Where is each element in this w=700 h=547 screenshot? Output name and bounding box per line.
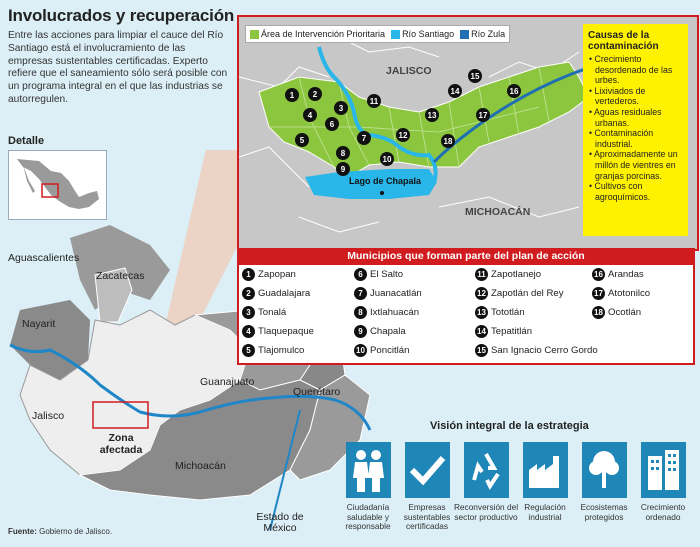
list-item: 3 Tonalá [242, 306, 286, 319]
buildings-icon [641, 442, 686, 498]
source-note: Fuente: Gobierno de Jalisco. [8, 527, 113, 536]
map-pin-9: 9 [336, 162, 350, 176]
label-michoacan: Michoacán [175, 460, 226, 472]
map-pin-11: 11 [367, 94, 381, 108]
municipios-list [237, 248, 695, 365]
list-item: 2 Guadalajara [242, 287, 310, 300]
list-item: 15 San Ignacio Cerro Gordo [475, 344, 598, 357]
legend-item-rio-santiago: Río Santiago [391, 29, 454, 39]
list-item: 17 Atotonilco [592, 287, 650, 300]
cause-item: • Contaminación industrial. [589, 128, 654, 149]
cause-item: • Crecimiento desordenado de las urbes. [589, 54, 673, 86]
map-pin-10: 10 [380, 152, 394, 166]
chapala-dot [380, 191, 384, 195]
map-pin-18: 18 [441, 134, 455, 148]
map-pin-12: 12 [396, 128, 410, 142]
list-item: 12 Zapotlán del Rey [475, 287, 564, 300]
label-queretaro: Querétaro [293, 386, 341, 398]
map-label-michoacan: MICHOACÁN [465, 206, 531, 218]
map-label-jalisco: JALISCO [386, 65, 432, 77]
map-pin-15: 15 [468, 69, 482, 83]
cause-item: • Aguas residuales urbanas. [589, 106, 662, 128]
map-pin-1: 1 [285, 88, 299, 102]
factory-icon [523, 442, 568, 498]
list-item: 6 El Salto [354, 268, 403, 281]
map-pin-17: 17 [476, 108, 490, 122]
label-estado-de-mexico: Estado de México [256, 511, 304, 534]
checkmark-icon [405, 442, 450, 498]
map-pin-4: 4 [303, 108, 317, 122]
cause-item: • Cultivos con agroquímicos. [589, 181, 651, 202]
vision-label: Ecosistemas protegidos [580, 502, 628, 522]
vision-label: Reconversión del sector productivo [453, 502, 519, 522]
list-item: 13 Tototlán [475, 306, 525, 319]
list-item: 18 Ocotlán [592, 306, 641, 319]
map-pin-5: 5 [295, 133, 309, 147]
legend-item-rio-zula: Río Zula [460, 29, 505, 39]
list-item: 7 Juanacatlán [354, 287, 422, 300]
vision-label: Empresas sustentables certificadas [403, 502, 451, 532]
label-nayarit: Nayarit [22, 318, 56, 330]
label-jalisco: Jalisco [32, 410, 65, 422]
map-label-lago-chapala: Lago de Chapala [349, 176, 422, 186]
vision-label: Crecimiento ordenado [640, 502, 686, 522]
causes-box [583, 24, 688, 236]
list-item: 5 Tlajomulco [242, 344, 304, 357]
list-item: 9 Chapala [354, 325, 406, 338]
map-pin-16: 16 [507, 84, 521, 98]
vision-title: Visión integral de la estrategia [430, 420, 589, 432]
recycle-icon [464, 442, 509, 498]
cause-item: • Aproximadamente un millón de vientres en granjas porcinas. [589, 149, 678, 181]
list-item: 1 Zapopan [242, 268, 296, 281]
map-pin-8: 8 [336, 146, 350, 160]
list-item: 4 Tlaquepaque [242, 325, 314, 338]
vision-label: Ciudadanía saludable y responsable [345, 502, 391, 532]
map-legend [245, 25, 510, 43]
label-aguascalientes: Aguascalientes [8, 252, 80, 264]
list-item: 8 Ixtlahuacán [354, 306, 419, 319]
list-item: 16 Arandas [592, 268, 644, 281]
list-item: 14 Tepatitlán [475, 325, 532, 338]
label-guanajuato: Guanajuato [200, 376, 255, 388]
map-pin-14: 14 [448, 84, 462, 98]
detail-heading: Detalle [8, 135, 45, 147]
page-title: Involucrados y recuperación [8, 6, 235, 25]
causes-title: Causas de la contaminación [588, 30, 659, 52]
label-zona-afectada: Zona afectada [99, 432, 143, 456]
map-pin-13: 13 [425, 108, 439, 122]
map-pin-6: 6 [325, 117, 339, 131]
list-item: 10 Poncitlán [354, 344, 409, 357]
people-icon [346, 442, 391, 498]
vision-label: Regulación industrial [524, 502, 566, 522]
map-pin-7: 7 [357, 131, 371, 145]
intro-text: Entre las acciones para limpiar el cauce del Río Santiago está el involucramiento de las empresas sustentables certificadas. Experto refiere que el saneamiento sólo será posible con un programa integral en el que las industrias se autorregulen. [8, 30, 228, 105]
list-item: 11 Zapotlanejo [475, 268, 541, 281]
label-zacatecas: Zacatecas [96, 270, 145, 282]
cause-item: • Lixiviados de vertederos. [589, 85, 646, 107]
map-pin-2: 2 [308, 87, 322, 101]
municipios-title: Municipios que forman parte del plan de acción [239, 248, 693, 265]
legend-item-intervencion: Área de Intervención Prioritaria [250, 29, 385, 39]
map-pin-3: 3 [334, 101, 348, 115]
tree-icon [582, 442, 627, 498]
